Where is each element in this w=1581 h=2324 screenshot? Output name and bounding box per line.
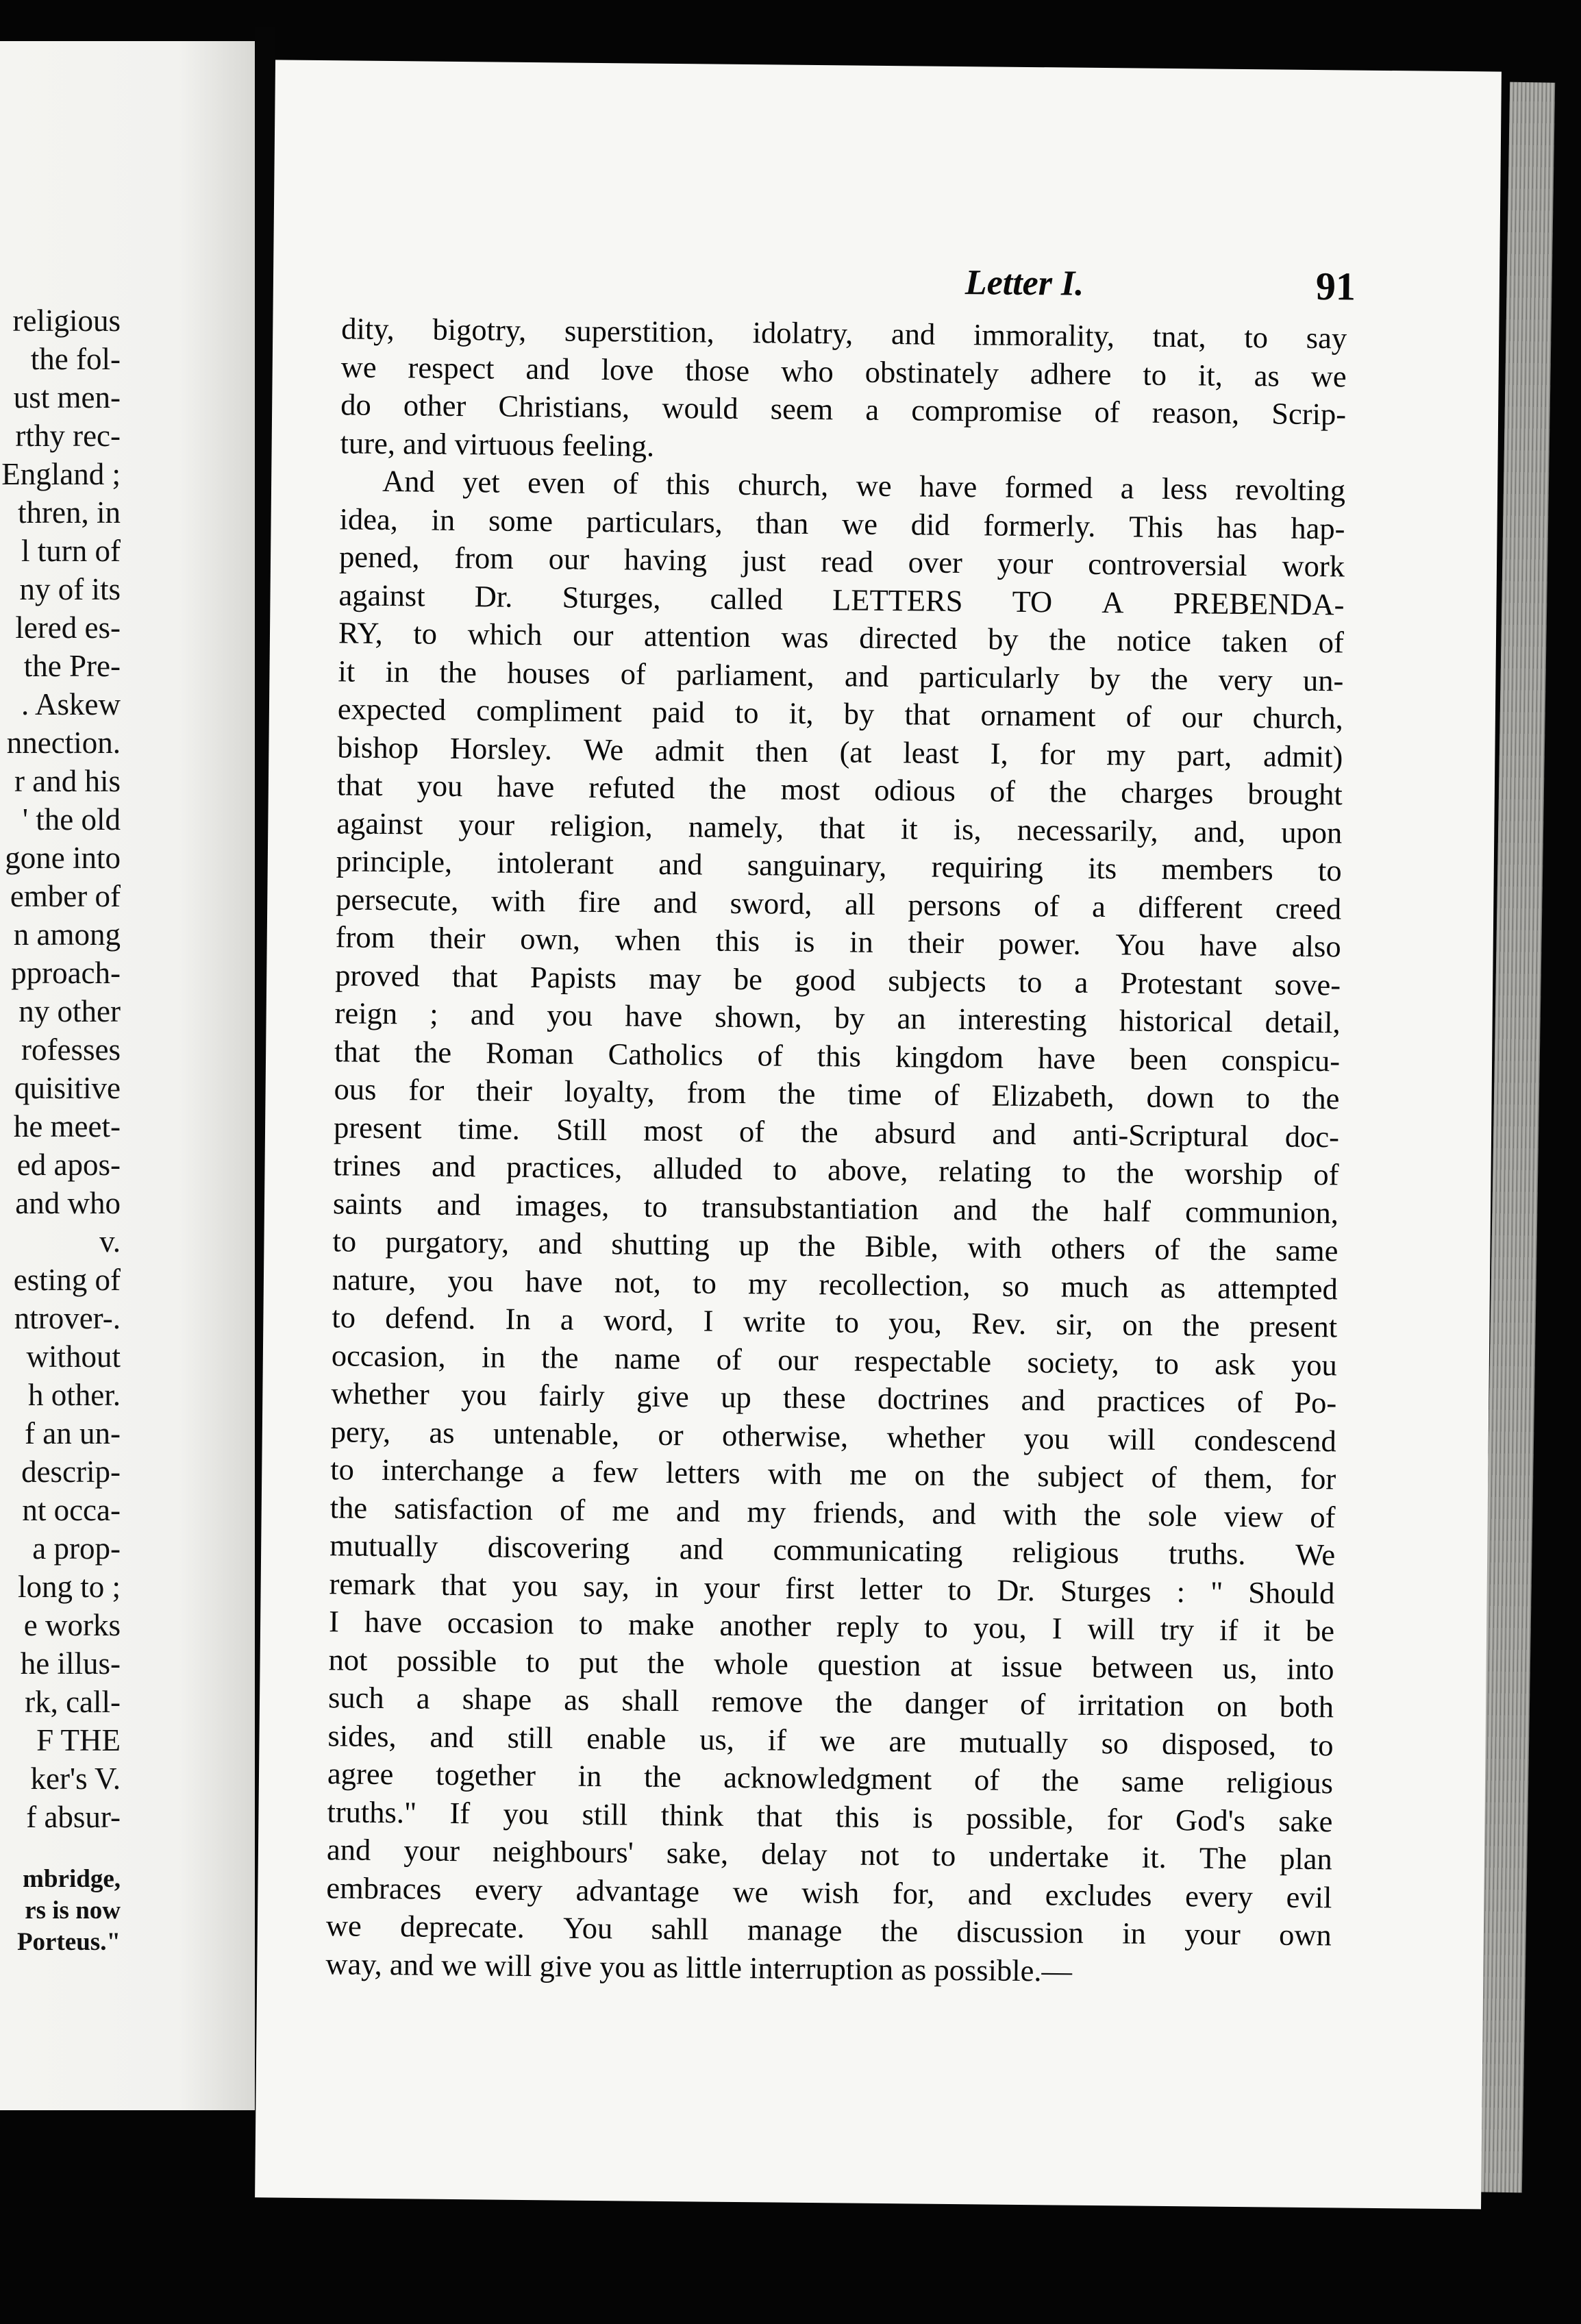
facing-page-line: . Askew bbox=[21, 687, 121, 721]
facing-page-footnote bbox=[17, 1864, 121, 1958]
text-line: mutually discovering and communicating religious truths. We bbox=[329, 1528, 1336, 1572]
facing-page-line: h other. bbox=[28, 1378, 121, 1412]
page-number: 91 bbox=[1315, 264, 1356, 309]
facing-page-line: he meet- bbox=[13, 1109, 121, 1144]
facing-page-line: quisitive bbox=[14, 1071, 121, 1105]
facing-page-line: England ; bbox=[1, 457, 121, 491]
text-line: whether you fairly give up these doctrines and practices of Po- bbox=[331, 1376, 1337, 1420]
facing-page-line: ny of its bbox=[19, 572, 121, 606]
facing-page-footnote-line: Porteus." bbox=[16, 1928, 121, 1956]
text-line: the satisfaction of me and my friends, and with the sole view of bbox=[329, 1489, 1336, 1534]
facing-page-text bbox=[1, 301, 121, 1836]
facing-page-line: ntrover-. bbox=[14, 1301, 121, 1335]
facing-page-line: he illus- bbox=[20, 1646, 121, 1681]
text-line: persecute, with fire and sword, all persons of a different creed bbox=[336, 881, 1342, 926]
text-line: expected compliment paid to it, by that ornament of our church, bbox=[337, 691, 1344, 736]
text-line: not possible to put the whole question at issue between us, into bbox=[328, 1642, 1334, 1686]
facing-page bbox=[0, 41, 255, 2110]
text-line: truths." If you still think that this is possible, for God's sake bbox=[327, 1794, 1333, 1838]
text-line: present time. Still most of the absurd and anti-Scriptural doc- bbox=[333, 1109, 1340, 1154]
text-line: ture, and virtuous feeling. bbox=[340, 425, 655, 463]
facing-page-line: l turn of bbox=[21, 534, 121, 568]
text-line: saints and images, to transubstantiation and the half communion, bbox=[332, 1185, 1339, 1230]
text-line: sides, and still enable us, if we are mutually so disposed, to bbox=[327, 1718, 1334, 1762]
facing-page-line: r and his bbox=[14, 764, 121, 798]
text-line: and your neighbours' sake, delay not to undertake it. The plan bbox=[326, 1832, 1333, 1877]
body-text bbox=[325, 310, 1347, 1992]
text-line: principle, intolerant and sanguinary, requiring its members to bbox=[336, 843, 1342, 888]
facing-page-line: the fol- bbox=[30, 342, 121, 376]
text-line: embraces every advantage we wish for, and excludes every evil bbox=[326, 1870, 1332, 1914]
facing-page-line: ny other bbox=[18, 994, 121, 1028]
facing-page-line: without bbox=[26, 1339, 121, 1374]
text-line: bishop Horsley. We admit then (at least I, for my part, admit) bbox=[337, 729, 1343, 774]
text-line: to defend. In a word, I write to you, Rev. sir, on the present bbox=[332, 1300, 1338, 1344]
facing-page-line: rthy rec- bbox=[15, 419, 121, 453]
text-line: from their own, when this is in their power. You have also bbox=[335, 919, 1341, 964]
facing-page-line: gone into bbox=[5, 841, 121, 875]
facing-page-line: nnection. bbox=[6, 726, 121, 760]
text-line: idea, in some particulars, than we did formerly. This has hap- bbox=[339, 501, 1345, 545]
facing-page-line: rk, call- bbox=[25, 1685, 121, 1719]
text-line: against Dr. Sturges, called LETTERS TO A PREBENDA- bbox=[338, 577, 1345, 621]
facing-page-line: long to ; bbox=[17, 1570, 121, 1604]
facing-page-line: rofesses bbox=[21, 1033, 121, 1067]
text-line: I have occasion to make another reply to you, I will try if it be bbox=[328, 1604, 1335, 1648]
running-head: Letter I. bbox=[964, 263, 1084, 304]
facing-page-footnote-line: mbridge, bbox=[23, 1865, 121, 1893]
facing-page-line: v. bbox=[99, 1224, 121, 1259]
text-line: we respect and love those who obstinately adhere to it, as we bbox=[340, 349, 1347, 393]
text-line: we deprecate. You sahll manage the discussion in your own bbox=[325, 1908, 1332, 1953]
text-line: reign ; and you have shown, by an interesting historical detail, bbox=[334, 996, 1341, 1040]
text-line: And yet even of this church, we have formed a less revolting bbox=[382, 463, 1346, 508]
text-line: nature, you have not, to my recollection, so much as attempted bbox=[332, 1261, 1338, 1306]
text-line: ous for their loyalty, from the time of Elizabeth, down to the bbox=[334, 1072, 1340, 1116]
facing-page-line: nt occa- bbox=[22, 1493, 121, 1527]
facing-page-line: thren, in bbox=[18, 495, 121, 530]
text-line: such a shape as shall remove the danger of irritation on both bbox=[327, 1680, 1334, 1725]
facing-page-line: and who bbox=[15, 1186, 121, 1220]
text-line: way, and we will give you as little interruption as possible.— bbox=[325, 1946, 1073, 1988]
facing-page-line: ember of bbox=[10, 879, 121, 913]
text-line: that you have refuted the most odious of the charges brought bbox=[336, 767, 1343, 812]
text-line: that the Roman Catholics of this kingdom have been conspicu- bbox=[334, 1033, 1341, 1078]
facing-page-line: f an un- bbox=[25, 1416, 121, 1450]
facing-page-line: e works bbox=[23, 1608, 121, 1642]
facing-page-line: F THE bbox=[36, 1723, 121, 1757]
facing-page-line: lered es- bbox=[15, 610, 121, 645]
text-line: to purgatory, and shutting up the Bible, with others of the same bbox=[332, 1224, 1339, 1268]
text-line: remark that you say, in your first letter to Dr. Sturges : " Should bbox=[329, 1566, 1335, 1610]
facing-page-line: ker's V. bbox=[30, 1761, 121, 1796]
text-line: dity, bigotry, superstition, idolatry, and immorality, tnat, to say bbox=[341, 311, 1347, 356]
facing-page-line: ust men- bbox=[13, 380, 121, 415]
facing-page-line: ed apos- bbox=[16, 1148, 121, 1182]
text-line: it in the houses of parliament, and particularly by the very un- bbox=[338, 653, 1344, 697]
text-line: pery, as untenable, or otherwise, whether you will condescend bbox=[330, 1413, 1336, 1458]
facing-page-line: religious bbox=[12, 304, 121, 338]
facing-page-line: a prop- bbox=[32, 1531, 121, 1566]
facing-page-line: f absur- bbox=[26, 1800, 121, 1834]
text-line: RY, to which our attention was directed by the notice taken of bbox=[338, 615, 1345, 660]
page-header bbox=[376, 257, 1356, 314]
book-page bbox=[255, 60, 1502, 2209]
facing-page-line: the Pre- bbox=[23, 649, 121, 683]
facing-page-line: esting of bbox=[13, 1263, 121, 1297]
text-line: occasion, in the name of our respectable society, to ask you bbox=[331, 1337, 1338, 1382]
facing-page-line: descrip- bbox=[21, 1455, 121, 1489]
text-line: do other Christians, would seem a compromise of reason, Scrip- bbox=[340, 387, 1347, 432]
facing-page-footnote-line: rs is now bbox=[25, 1896, 121, 1925]
text-line: pened, from our having just read over your controversial work bbox=[338, 539, 1345, 584]
text-line: trines and practices, alluded to above, relating to the worship of bbox=[333, 1148, 1339, 1192]
text-line: agree together in the acknowledgment of the same religious bbox=[327, 1756, 1334, 1801]
text-line: proved that Papists may be good subjects to a Protestant sove- bbox=[334, 957, 1341, 1002]
facing-page-line: pproach- bbox=[11, 956, 121, 990]
text-line: to interchange a few letters with me on the subject of them, for bbox=[330, 1452, 1336, 1496]
facing-page-line: ' the old bbox=[22, 802, 121, 837]
facing-page-line: n among bbox=[13, 917, 121, 952]
text-line: against your religion, namely, that it is, necessarily, and, upon bbox=[336, 805, 1343, 850]
